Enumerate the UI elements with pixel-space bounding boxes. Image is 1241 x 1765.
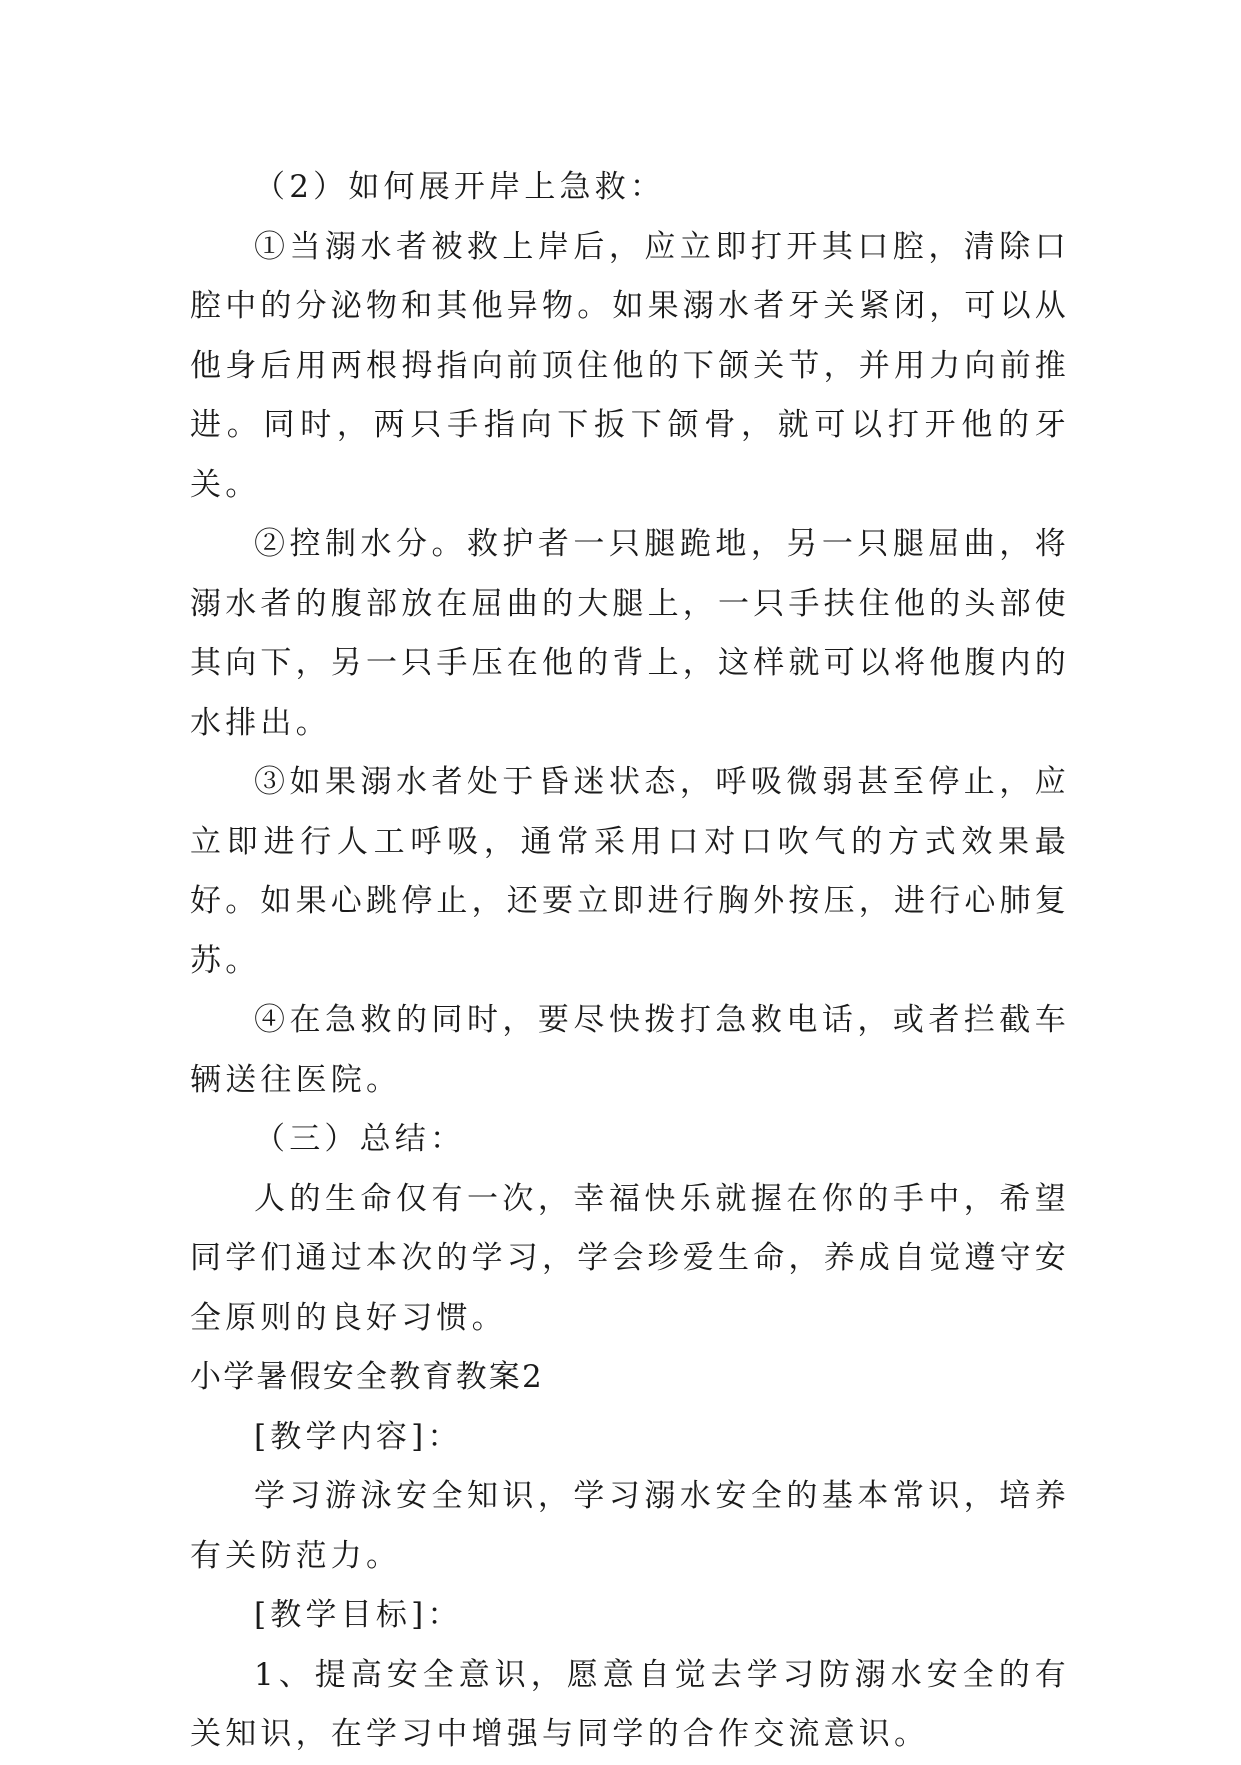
section-title: 小学暑假安全教育教案2 [190,1359,544,1395]
paragraph-teaching-content: 学习游泳安全知识，学习溺水安全的基本常识，培养有关防范力。 [190,1478,1070,1574]
paragraph-goal-1: 1、提高安全意识，愿意自觉去学习防溺水安全的有关知识，在学习中增强与同学的合作交流意识。 [190,1656,1070,1752]
label-teaching-goals: [教学目标]： [254,1597,463,1633]
paragraph-step-2: ②控制水分。救护者一只腿跪地，另一只腿屈曲，将溺水者的腹部放在屈曲的大腿上，一只手扶住他的头部使其向下，另一只手压在他的背上，这样就可以将他腹内的水排出。 [190,526,1070,741]
paragraph-step-1: ①当溺水者被救上岸后，应立即打开其口腔，清除口腔中的分泌物和其他异物。如果溺水者牙关紧闭，可以从他身后用两根拇指向前顶住他的下颌关节，并用力向前推进。同时，两只手指向下扳下颌骨，就可以打开他的牙关。 [190,228,1070,503]
label-teaching-content: [教学内容]： [254,1418,463,1455]
paragraph-step-3: ③如果溺水者处于昏迷状态，呼吸微弱甚至停止，应立即进行人工呼吸，通常采用口对口吹气的方式效果最好。如果心跳停止，还要立即进行胸外按压，进行心肺复苏。 [190,764,1070,979]
subheading-summary: （三）总结： [254,1121,466,1157]
document-page [190,158,1070,1765]
paragraph-step-4: ④在急救的同时，要尽快拨打急救电话，或者拦截车辆送往医院。 [190,1002,1070,1098]
paragraph-summary: 人的生命仅有一次，幸福快乐就握在你的手中，希望同学们通过本次的学习，学会珍爱生命，养成自觉遵守安全原则的良好习惯。 [190,1180,1070,1336]
subheading-shore-rescue: （2）如何展开岸上急救： [254,169,666,205]
